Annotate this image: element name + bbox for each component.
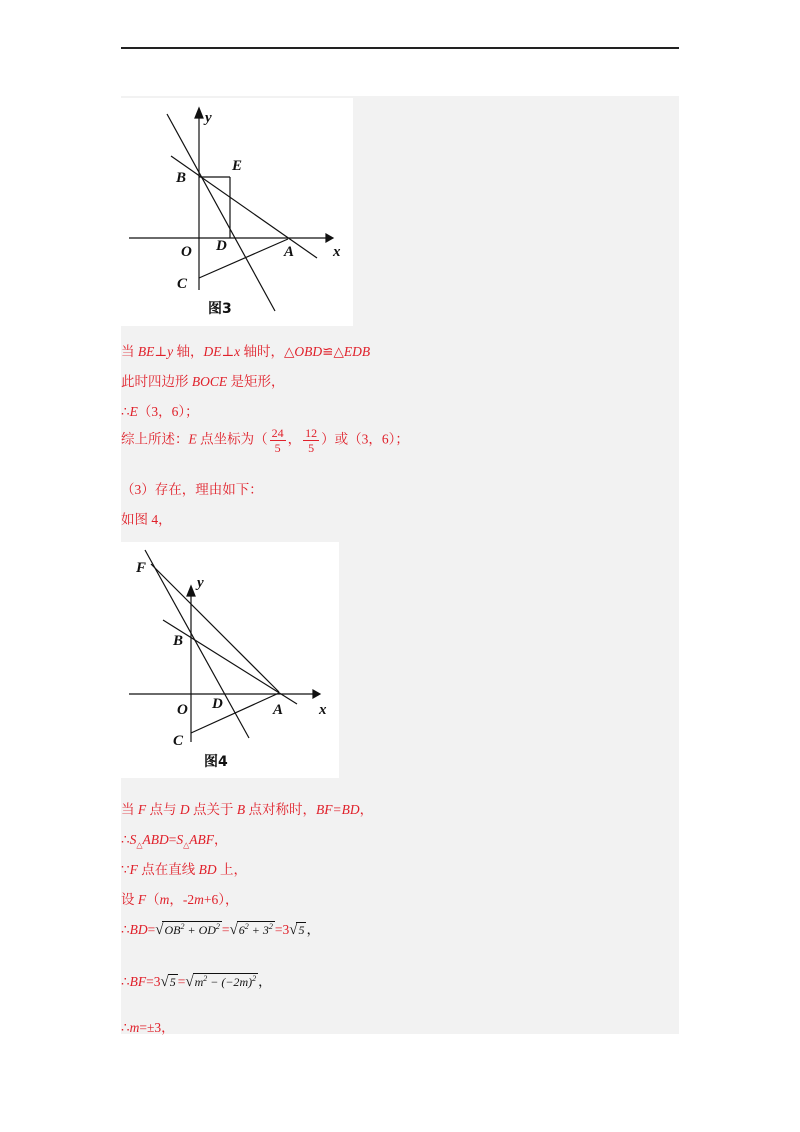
y-axis-arrow <box>195 108 203 118</box>
label-a: A <box>273 702 284 718</box>
text-line-5: （3）存在，理由如下： <box>121 482 263 497</box>
label-b: B <box>176 170 187 186</box>
header-rule <box>121 47 679 49</box>
figure-3-svg <box>121 98 353 326</box>
line-fa <box>151 564 279 692</box>
label-d: D <box>216 238 227 254</box>
text-line-9: ∵F 点在直线 BD 上， <box>121 862 247 877</box>
x-axis-arrow <box>313 690 320 698</box>
fraction-12-5: $\frac{12}{5}$ <box>305 426 318 455</box>
text-line-7: 当 F 点与 D 点关于 B 点对称时，BF=BD， <box>121 802 374 817</box>
label-y: y <box>197 575 204 591</box>
line-ca <box>191 693 279 733</box>
text-line-10: 设 F（m，-2m+6）， <box>121 892 239 907</box>
text-line-12: ∴BF=3√5 $=√m^2 - (-2m)^2$ ， <box>121 974 272 990</box>
sqrt-m-2m: $m^2 - (-2m)^2$ <box>194 974 257 989</box>
text-line-3: ∴E（3，6）； <box>121 404 199 419</box>
label-c: C <box>173 733 184 749</box>
label-o: O <box>177 702 188 718</box>
sqrt-6-3: $6^2 + 3^2$ <box>238 922 273 937</box>
label-o: O <box>181 244 192 260</box>
label-f: F <box>136 560 147 576</box>
text-line-11: $\therefore BD=√OB^2 + OD^2 =√6^2 + 3^2 =3√5$ ， <box>121 922 320 938</box>
fraction-24-5: $\frac{24}{5}$ <box>271 426 284 455</box>
y-axis-arrow <box>187 586 195 596</box>
figure-4-caption: 图4 <box>204 754 228 770</box>
text-line-6: 如图 4， <box>121 512 172 527</box>
label-b: B <box>173 633 184 649</box>
text-line-13: ∴m=±3， <box>121 1020 175 1035</box>
sqrt-ob-od: $OB^2 + OD^2$ <box>164 922 220 937</box>
figure-3-caption: 图3 <box>208 301 232 317</box>
label-c: C <box>177 276 188 292</box>
label-a: A <box>284 244 295 260</box>
label-x: x <box>333 244 341 260</box>
label-y: y <box>205 110 212 126</box>
line-ba <box>171 156 317 258</box>
figure-4-svg <box>121 542 339 778</box>
text-line-2: 此时四边形 BOCE 是矩形， <box>121 374 285 389</box>
sqrt-5: 5 <box>169 975 176 989</box>
text-line-8: $\therefore S_\triangle ABD=S_\triangle ABF$， <box>121 832 228 850</box>
x-axis-arrow <box>326 234 333 242</box>
label-d: D <box>212 696 223 712</box>
figure-3 <box>121 98 353 326</box>
figure-4 <box>121 542 339 778</box>
line-ba <box>163 620 297 704</box>
label-x: x <box>319 702 327 718</box>
line-ca <box>199 239 288 278</box>
sqrt-5: 5 <box>298 923 305 937</box>
label-e: E <box>232 158 243 174</box>
text-line-1: 当 BE⊥y 轴，DE⊥x 轴时，△OBD≌△EDB <box>121 344 371 359</box>
text-line-4: 综上所述：E 点坐标为（ $\frac{24}{5}$ ， $\frac{12}{5}$ ）或（3，6）； <box>121 426 409 455</box>
